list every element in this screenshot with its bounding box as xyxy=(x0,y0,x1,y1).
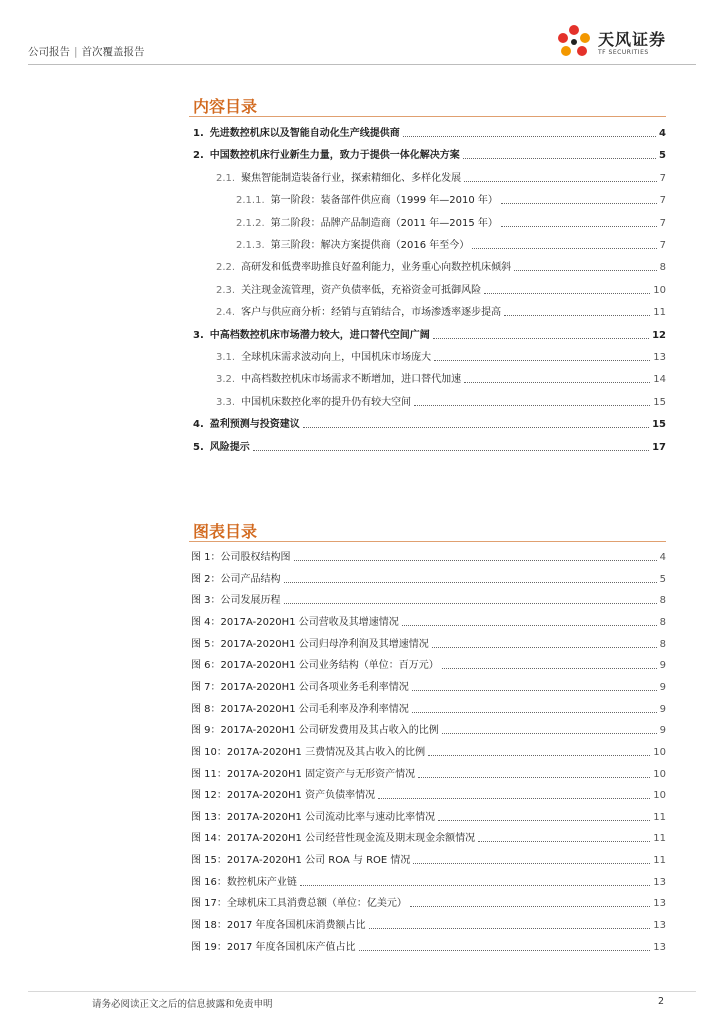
figure-entry-page: 8 xyxy=(659,638,666,650)
toc-entry-number: 2.1. xyxy=(216,172,236,184)
toc-entry-label: 全球机床需求波动向上，中国机床市场庞大 xyxy=(241,352,432,363)
figure-entry-page: 11 xyxy=(653,855,666,867)
figure-entry[interactable] xyxy=(191,631,666,651)
dot-leader xyxy=(294,560,657,561)
figure-entry-page: 9 xyxy=(659,725,666,737)
toc-entry-text xyxy=(193,442,250,454)
figure-entry-label: 图 11：2017A-2020H1 固定资产与无形资产情况 xyxy=(191,768,416,780)
toc-entry-number: 2.4. xyxy=(216,307,236,319)
toc-entry-label: 第一阶段：装备部件供应商（1999 年—2010 年） xyxy=(270,195,498,207)
toc-entry-text xyxy=(236,195,498,207)
figure-list-title: 图表目录 xyxy=(193,522,258,541)
dot-leader xyxy=(413,863,650,864)
toc-entry-page: 7 xyxy=(659,172,666,184)
figure-entry-label: 图 8：2017A-2020H1 公司毛利率及净利率情况 xyxy=(191,703,409,715)
figure-entry-page: 10 xyxy=(653,790,666,802)
toc-entry-page: 7 xyxy=(659,240,666,251)
toc-entry-page: 12 xyxy=(652,329,666,341)
toc-entry-label: 高研发和低费率助推良好盈利能力，业务重心向数控机床倾斜 xyxy=(241,262,512,274)
dot-leader xyxy=(284,603,657,604)
figure-entry-label: 图 9：2017A-2020H1 公司研发费用及其占收入的比例 xyxy=(191,725,439,737)
figure-entry[interactable] xyxy=(191,912,666,932)
toc-title-rule xyxy=(189,116,666,117)
figure-entry[interactable] xyxy=(191,587,666,607)
toc-entry-number: 1. xyxy=(193,128,204,139)
toc-entry-text xyxy=(216,307,501,319)
toc-entry-text xyxy=(216,173,461,185)
figure-entry-label: 图 6：2017A-2020H1 公司业务结构（单位：百万元） xyxy=(191,660,439,672)
figure-entry-label: 图 12：2017A-2020H1 资产负债率情况 xyxy=(191,790,376,802)
toc-entry-label: 风险提示 xyxy=(209,441,250,453)
toc-entry-page: 13 xyxy=(653,352,666,363)
figure-entry-label: 图 1：公司股权结构图 xyxy=(191,552,291,563)
page-number: 2 xyxy=(657,996,664,1007)
figure-entry[interactable] xyxy=(191,825,666,845)
dot-leader xyxy=(432,647,657,648)
toc-entry[interactable] xyxy=(216,254,666,274)
figure-entry[interactable] xyxy=(191,869,666,889)
dot-leader xyxy=(403,136,656,137)
dot-leader xyxy=(501,203,657,204)
toc-entry-number: 5. xyxy=(193,441,204,453)
toc-entry-text xyxy=(216,262,511,274)
toc-entry-text xyxy=(216,397,411,409)
figure-entry-page: 11 xyxy=(653,833,666,845)
toc-entry-page: 7 xyxy=(659,217,666,229)
toc-entry-page: 14 xyxy=(653,374,666,386)
figure-entry-page: 4 xyxy=(659,552,666,563)
dot-leader xyxy=(501,226,657,227)
figure-entry-page: 11 xyxy=(653,811,666,823)
toc-entry-page: 10 xyxy=(653,284,666,296)
figure-entry[interactable] xyxy=(191,544,666,564)
figure-entry-label: 图 17：全球机床工具消费总额（单位：亿美元） xyxy=(191,898,407,910)
figure-entry-page: 5 xyxy=(659,573,666,585)
toc-entry-number: 2.1.2. xyxy=(236,217,265,229)
toc-entry-page: 5 xyxy=(659,150,666,162)
dot-leader xyxy=(410,906,650,907)
dot-leader xyxy=(472,248,656,249)
header-breadcrumb: 公司报告 | 首次覆盖报告 xyxy=(28,46,145,58)
toc-entry-text xyxy=(216,285,481,297)
toc-entry-label: 客户与供应商分析：经销与直销结合，市场渗透率逐步提高 xyxy=(241,307,502,319)
toc-entry-text xyxy=(193,128,400,140)
toc-entry-text xyxy=(216,352,431,364)
dot-leader xyxy=(303,427,649,428)
figure-entry[interactable] xyxy=(191,717,666,737)
figure-entry-page: 8 xyxy=(659,595,666,607)
figure-entry-page: 13 xyxy=(653,876,666,888)
figure-entry-page: 13 xyxy=(653,941,666,953)
toc-entry-text xyxy=(236,218,498,230)
toc-entry[interactable] xyxy=(216,366,666,386)
toc-entry-text xyxy=(236,240,469,252)
figure-entry-label: 图 19：2017 年度各国机床产值占比 xyxy=(191,941,356,953)
flower-logo-icon xyxy=(554,22,594,62)
figure-entry[interactable] xyxy=(191,890,666,910)
toc-entry[interactable] xyxy=(193,411,666,431)
dot-leader xyxy=(402,625,657,626)
dot-leader xyxy=(438,820,650,821)
toc-entry-text xyxy=(193,150,460,162)
toc-title: 内容目录 xyxy=(193,97,258,116)
report-subtype: 首次覆盖报告 xyxy=(81,46,145,58)
header-divider xyxy=(28,64,696,65)
toc-entry-number: 3. xyxy=(193,329,204,341)
figure-entry-label: 图 4：2017A-2020H1 公司营收及其增速情况 xyxy=(191,616,399,628)
toc-entry-number: 4. xyxy=(193,419,204,431)
toc-entry-text xyxy=(193,419,300,431)
toc-entry[interactable] xyxy=(236,232,666,252)
toc-entry-number: 3.1. xyxy=(216,352,236,363)
dot-leader xyxy=(484,293,650,294)
toc-entry-label: 聚焦智能制造装备行业，探索精细化、多样化发展 xyxy=(241,172,462,184)
dot-leader xyxy=(369,928,651,929)
dot-leader xyxy=(412,690,657,691)
toc-entry-page: 17 xyxy=(652,441,666,453)
figure-entry[interactable] xyxy=(191,934,666,954)
dot-leader xyxy=(300,885,650,886)
figure-entry-label: 图 7：2017A-2020H1 公司各项业务毛利率情况 xyxy=(191,681,409,693)
figure-entry[interactable] xyxy=(191,674,666,694)
footer-divider xyxy=(28,991,696,992)
dot-leader xyxy=(434,360,650,361)
toc-entry-page: 11 xyxy=(653,307,666,319)
toc-entry-text xyxy=(193,330,430,342)
toc-entry-label: 中高档数控机床市场潜力较大，进口替代空间广阔 xyxy=(209,329,430,341)
toc-entry-label: 中高档数控机床市场需求不断增加，进口替代加速 xyxy=(241,374,462,386)
toc-entry[interactable] xyxy=(216,165,666,185)
dot-leader xyxy=(359,950,651,951)
dot-leader xyxy=(414,405,650,406)
dot-leader xyxy=(284,582,657,583)
toc-entry-number: 2. xyxy=(193,150,204,162)
figure-entry-page: 10 xyxy=(653,768,666,780)
figure-entry[interactable] xyxy=(191,739,666,759)
figure-entry[interactable] xyxy=(191,804,666,824)
figure-entry[interactable] xyxy=(191,847,666,867)
toc-entry-label: 关注现金流管理，资产负债率低，充裕资金可抵御风险 xyxy=(241,284,482,296)
figure-entry-page: 9 xyxy=(659,703,666,715)
brand-name-en: TF SECURITIES xyxy=(598,49,649,56)
toc-entry-text xyxy=(216,374,461,386)
toc-entry[interactable] xyxy=(236,187,666,207)
toc-entry-label: 第二阶段：品牌产品制造商（2011 年—2015 年） xyxy=(270,217,498,229)
figure-entry[interactable] xyxy=(191,696,666,716)
figure-entry-page: 13 xyxy=(653,920,666,932)
toc-entry-label: 中国数控机床行业新生力量，致力于提供一体化解决方案 xyxy=(209,150,460,162)
toc-entry[interactable] xyxy=(236,210,666,230)
figure-entry-label: 图 16：数控机床产业链 xyxy=(191,876,297,888)
dot-leader xyxy=(378,798,650,799)
dot-leader xyxy=(504,315,650,316)
toc-entry-page: 4 xyxy=(659,128,666,139)
dot-leader xyxy=(464,181,657,182)
figure-entry[interactable] xyxy=(191,609,666,629)
toc-entry-number: 3.2. xyxy=(216,374,236,386)
figure-entry-label: 图 10：2017A-2020H1 三费情况及其占收入的比例 xyxy=(191,746,426,758)
toc-entry[interactable] xyxy=(193,322,666,342)
toc-entry-label: 盈利预测与投资建议 xyxy=(209,419,300,431)
figure-entry[interactable] xyxy=(191,566,666,586)
figure-entry-label: 图 15：2017A-2020H1 公司 ROA 与 ROE 情况 xyxy=(191,855,411,867)
toc-entry-page: 7 xyxy=(659,195,666,207)
dot-leader xyxy=(428,755,650,756)
figure-entry-page: 10 xyxy=(653,746,666,758)
toc-entry[interactable] xyxy=(216,299,666,319)
toc-entry-label: 中国机床数控化率的提升仍有较大空间 xyxy=(241,396,412,408)
toc-entry[interactable] xyxy=(193,142,666,162)
toc-entry-number: 2.1.1. xyxy=(236,195,265,207)
toc-entry-number: 2.2. xyxy=(216,262,236,274)
figure-entry-label: 图 3：公司发展历程 xyxy=(191,595,281,607)
dot-leader xyxy=(514,270,657,271)
dot-leader xyxy=(478,841,650,842)
figure-list-title-rule xyxy=(189,541,666,542)
figure-entry[interactable] xyxy=(191,761,666,781)
figure-entry-label: 图 5：2017A-2020H1 公司归母净利润及其增速情况 xyxy=(191,638,429,650)
toc-entry-number: 2.1.3. xyxy=(236,240,265,251)
dot-leader xyxy=(433,338,649,339)
figure-entry-label: 图 18：2017 年度各国机床消费额占比 xyxy=(191,920,366,932)
dot-leader xyxy=(463,158,656,159)
dot-leader xyxy=(442,668,657,669)
dot-leader xyxy=(412,712,657,713)
report-type: 公司报告 xyxy=(28,46,70,58)
toc-entry[interactable] xyxy=(193,120,666,140)
figure-entry-label: 图 13：2017A-2020H1 公司流动比率与速动比率情况 xyxy=(191,811,436,823)
toc-entry-page: 8 xyxy=(659,262,666,274)
footer-disclaimer: 请务必阅读正文之后的信息披露和免责申明 xyxy=(92,999,273,1010)
figure-entry-page: 8 xyxy=(659,616,666,628)
dot-leader xyxy=(253,450,649,451)
figure-entry-label: 图 2：公司产品结构 xyxy=(191,573,281,585)
brand-name-cn: 天风证券 xyxy=(598,30,667,49)
figure-entry-page: 9 xyxy=(659,660,666,672)
toc-entry[interactable] xyxy=(216,344,666,364)
dot-leader xyxy=(442,733,657,734)
dot-leader xyxy=(418,777,650,778)
toc-entry-number: 2.3. xyxy=(216,284,236,296)
figure-entry-page: 13 xyxy=(653,898,666,910)
figure-entry-page: 9 xyxy=(659,681,666,693)
toc-entry[interactable] xyxy=(216,277,666,297)
dot-leader xyxy=(464,382,650,383)
figure-entry[interactable] xyxy=(191,782,666,802)
toc-entry-label: 第三阶段：解决方案提供商（2016 年至今） xyxy=(270,240,470,251)
figure-entry-label: 图 14：2017A-2020H1 公司经营性现金流及期末现金余额情况 xyxy=(191,833,476,845)
brand-logo xyxy=(554,22,694,62)
toc-entry-label: 先进数控机床以及智能自动化生产线提供商 xyxy=(209,128,400,139)
toc-entry[interactable] xyxy=(216,389,666,409)
toc-entry-page: 15 xyxy=(652,419,666,431)
figure-entry[interactable] xyxy=(191,652,666,672)
toc-entry-number: 3.3. xyxy=(216,396,236,408)
toc-entry[interactable] xyxy=(193,434,666,454)
toc-entry-page: 15 xyxy=(653,396,666,408)
